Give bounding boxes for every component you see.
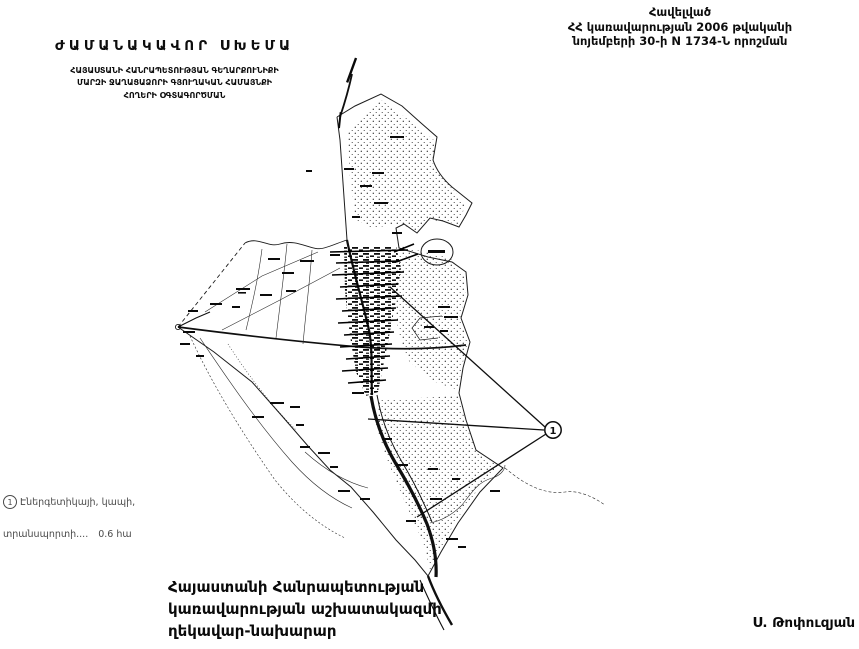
signature-name: Ս. Թոփուզյան: [752, 615, 855, 631]
signatory-title-line-1: Հայաստանի Հանրապետության: [168, 578, 425, 596]
scheme-subtitle-line-3: ՀՈՂԵՐԻ ՕԳՏԱԳՈՐԾՄԱՆ: [123, 90, 226, 100]
legend-item-1-continued: [3, 529, 173, 540]
scheme-title: ԺԱՄԱՆԱԿԱՎՈՐ ՍԽԵՄԱ: [55, 38, 294, 54]
approval-line-1: Հավելված: [648, 5, 712, 19]
legend-item-1: [3, 495, 173, 509]
map-legend: [3, 495, 173, 540]
scheme-subtitle-line-2: ՄԱՐԶԻ ՋԱՂԱՑԱՁՈՐԻ ԳՅՈՒՂԱԿԱՆ ՀԱՄԱՅՆՔԻ: [76, 78, 272, 88]
legend-item-1-text-2: տրանսպորտի....: [3, 529, 89, 540]
signatory-title-line-2: կառավարության աշխատակազմի: [168, 599, 442, 618]
legend-circled-1-icon: 1: [3, 495, 17, 509]
scheme-subtitle-line-1: ՀԱՅԱՍՏԱՆԻ ՀԱՆՐԱՊԵՏՈՒԹՅԱՆ ԳԵՂԱՐՔՈՒՆԻՔԻ: [70, 66, 279, 75]
callout-marker: [545, 422, 561, 438]
callout-marker-number: 1: [549, 426, 557, 437]
legend-item-1-value: 0.6 հա: [98, 529, 132, 540]
approval-line-3: նոյեմբերի 30-ի N 1734-Ն որոշման: [572, 34, 788, 49]
signatory-title-block: [168, 577, 442, 642]
legend-item-1-text: Էներգետիկայի, կապի,: [20, 496, 136, 508]
signatory-title-line-3: ղեկավար-նախարար: [168, 621, 337, 640]
approval-line-2: ՀՀ կառավարության 2006 թվականի: [567, 19, 793, 34]
